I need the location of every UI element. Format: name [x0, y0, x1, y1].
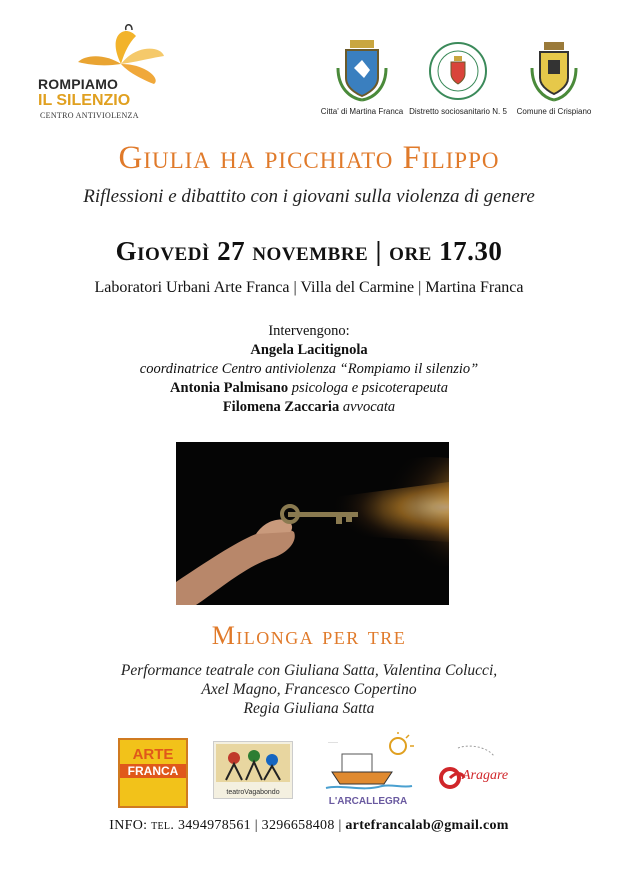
speaker-name: Filomena Zaccaria — [222, 399, 340, 415]
crispiano-crest-icon — [524, 40, 584, 102]
speaker-role: coordinatrice Centro antiviolenza “Rompiamo il silenzio” — [139, 361, 479, 377]
larcallegra-logo — [322, 732, 414, 810]
crest-caption: Citta' di Martina Franca — [320, 107, 404, 116]
event-date: Giovedì 27 novembre | ore 17.30 — [115, 236, 503, 266]
aragare-logo — [428, 742, 508, 800]
event-place: Laboratori Urbani Arte Franca | Villa del Carmine | Martina Franca — [94, 279, 524, 296]
speaker-role: psicologa e psicoterapeuta — [288, 380, 448, 396]
crest-crispiano — [512, 40, 596, 116]
phone-1[interactable]: 3494978561 — [177, 818, 251, 833]
teatro-label: teatroVagabondo — [226, 789, 280, 796]
martina-franca-crest-icon — [332, 38, 392, 102]
theatre-figures-icon — [214, 742, 292, 786]
performance-details — [0, 661, 618, 718]
speakers-intro: Intervengono: — [268, 323, 350, 339]
performance-line: Performance teatrale con Giuliana Satta, Valentina Colucci, — [120, 662, 498, 679]
crest-distretto — [408, 40, 508, 116]
arte-franca-logo — [118, 738, 188, 808]
crest-caption: Comune di Crispiano — [516, 107, 592, 116]
arte-franca-line1: ARTE — [132, 746, 174, 763]
info-line: INFO: tel. 3494978561 | 3296658408 | artefrancalab@gmail.com — [109, 818, 509, 833]
logo-line3: CENTRO ANTIVIOLENZA — [40, 111, 139, 120]
info-label: INFO: tel. — [109, 818, 175, 833]
event-title: Giulia ha picchiato Filippo — [118, 140, 500, 176]
speaker-name: Angela Lacitignola — [250, 342, 368, 358]
asl-taranto-seal-icon — [427, 40, 489, 102]
logo-line2: IL SILENZIO — [38, 92, 131, 109]
email-link[interactable]: artefrancalab@gmail.com — [345, 818, 509, 833]
event-subtitle: Riflessioni e dibattito con i giovani sulla violenza di genere — [83, 186, 535, 207]
logo-line1: ROMPIAMO — [38, 76, 119, 92]
aragare-label: Aragare — [462, 768, 509, 783]
speaker-name: Antonia Palmisano — [170, 380, 289, 396]
performance-line: Axel Magno, Francesco Copertino — [201, 681, 417, 698]
svg-text:·····: ····· — [328, 740, 338, 746]
performance-line: Regia Giuliana Satta — [243, 700, 375, 717]
rompiamo-il-silenzio-logo — [36, 24, 176, 120]
key-photo — [176, 442, 449, 605]
teatro-vagabondo-logo — [213, 741, 293, 799]
phone-2[interactable]: 3296658408 — [261, 818, 335, 833]
larcallegra-label: L'ARCALLEGRA — [328, 796, 408, 807]
crest-caption: Distretto sociosanitario N. 5 — [409, 107, 507, 116]
performance-title: Milonga per tre — [211, 621, 407, 650]
speakers-block — [0, 322, 618, 417]
hand-holding-key-light-icon — [176, 442, 449, 605]
flower-icon — [66, 24, 166, 84]
arte-franca-line2: FRANCA — [120, 764, 186, 778]
boat-sun-icon — [322, 732, 414, 796]
crest-martina-franca — [320, 38, 404, 116]
speaker-role: avvocata — [339, 399, 396, 415]
